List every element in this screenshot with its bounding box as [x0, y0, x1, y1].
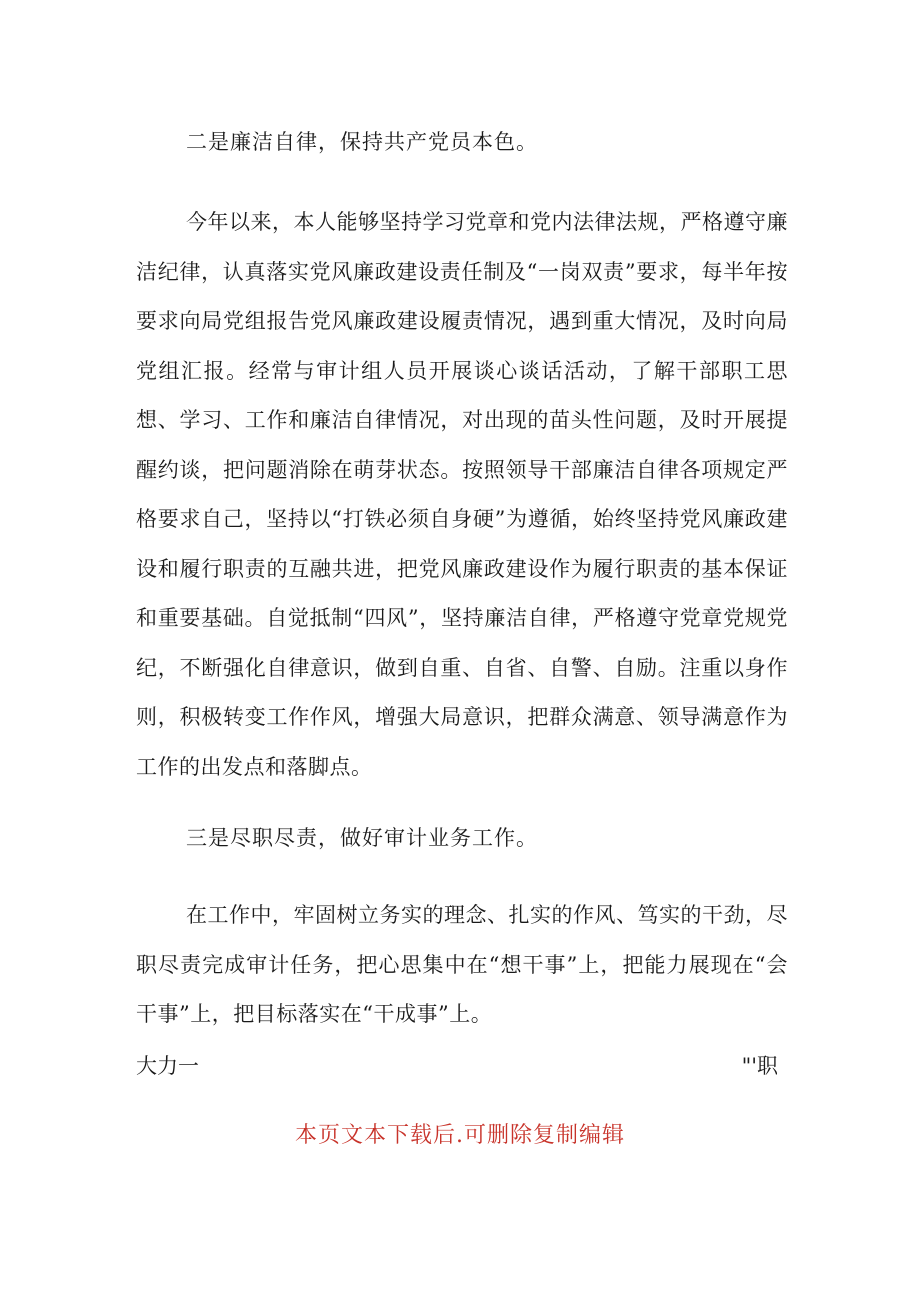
section-heading-duty: 三是尽职尽责，做好审计业务工作。: [186, 826, 538, 850]
truncated-text-right: "'职: [741, 1054, 778, 1078]
paragraph-integrity: 今年以来，本人能够坚持学习党章和党内法律法规，严格遵守廉洁纪律，认真落实党风廉政建设责任制及“一岗双责”要求，每半年按要求向局党组报告党风廉政建设履责情况，遇到重大情况，及时向局党组汇报。经常与审计组人员开展谈心谈话活动，了解干部职工思想、学习、工作和廉洁自律情况，对出现的苗头性问题，及时开展提醒约谈，把问题消除在萌芽状态。按照领导干部廉洁自律各项规定严格要求自己，坚持以“打铁必须自身硬”为遵循，始终坚持党风廉政建设和履行职责的互融共进，把党风廉政建设作为履行职责的基本保证和重要基础。自觉抵制“四风”，坚持廉洁自律，严格遵守党章党规党纪，不断强化自律意识，做到自重、自省、自警、自励。注重以身作则，积极转变工作作风，增强大局意识，把群众满意、领导满意作为工作的出发点和落脚点。: [136, 210, 788, 779]
paragraph-duty: 在工作中，牢固树立务实的理念、扎实的作风、笃实的干劲，尽职尽责完成审计任务，把心思集中在“想干事”上，把能力展现在“会干事”上，把目标落实在“干成事”上。: [136, 903, 788, 1026]
truncated-text-left: 大力一: [136, 1054, 199, 1078]
section-heading-integrity: 二是廉洁自律，保持共产党员本色。: [186, 130, 538, 154]
download-note: 本页文本下载后.可删除复制编辑: [295, 1123, 625, 1148]
